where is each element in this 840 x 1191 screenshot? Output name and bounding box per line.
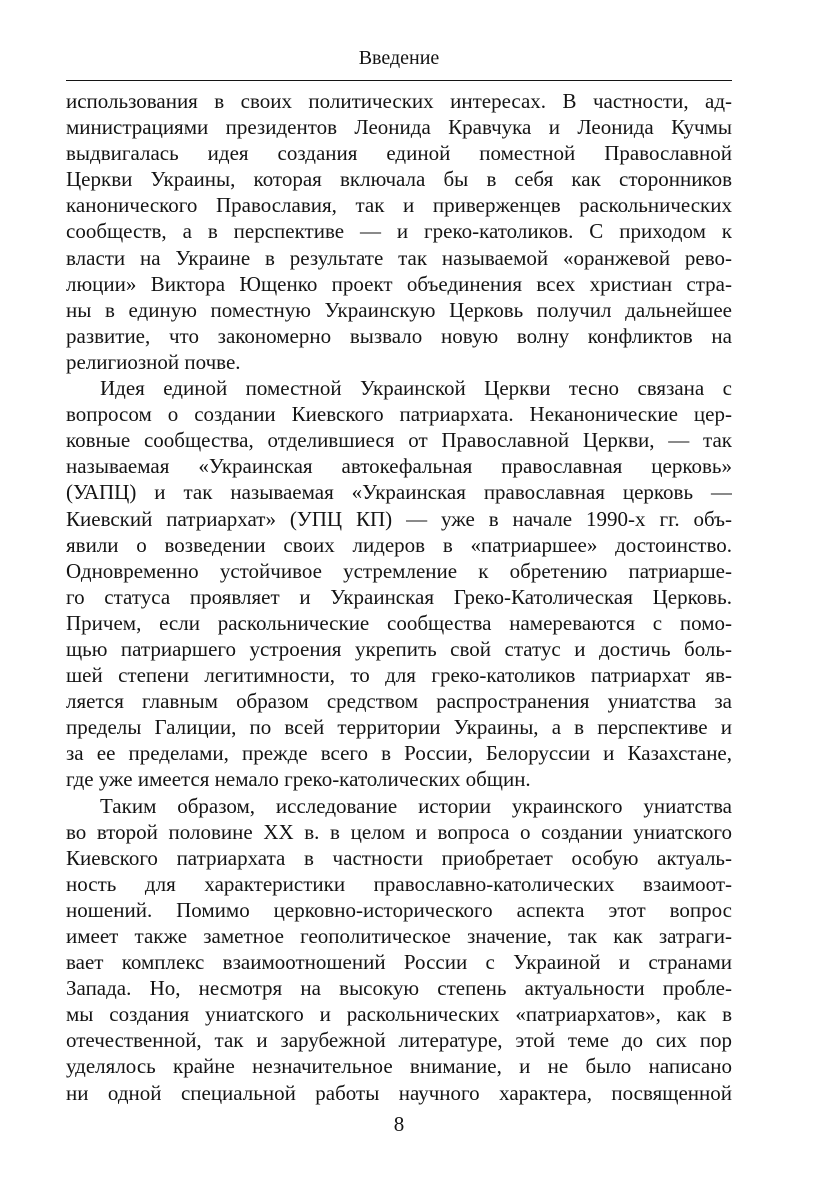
paragraph-1	[66, 88, 732, 375]
text-line: ни одной специальной работы научного характера, посвященной	[66, 1080, 732, 1105]
text-line: выдвигалась идея создания единой поместной Православной	[66, 141, 732, 166]
text-line: ляется главным образом средством распространения униатства за	[66, 689, 732, 714]
paragraph-3	[66, 793, 732, 1106]
text-line: пределы Галиции, по всей территории Украины, а в перспективе и	[66, 715, 732, 740]
text-line: Церкви Украины, которая включала бы в себя как сторонников	[66, 167, 732, 192]
text-line: мы создания униатского и раскольнических «патриархатов», как в	[66, 1002, 732, 1027]
text-line: за ее пределами, прежде всего в России, Белоруссии и Казахстане,	[66, 741, 732, 766]
text-line: ковные сообщества, отделившиеся от Православной Церкви, — так	[66, 428, 732, 453]
text-line: имеет также заметное геополитическое значение, так как затраги-	[66, 924, 732, 948]
text-line: религиозной почве.	[66, 349, 241, 374]
body-text	[66, 88, 732, 1106]
paragraph-2	[66, 375, 732, 793]
text-line: щью патриаршего устроения укрепить свой статус и достичь боль-	[66, 636, 732, 661]
text-line: люции» Виктора Ющенко проект объединения всех христиан стра-	[66, 271, 732, 296]
text-line: Запада. Но, несмотря на высокую степень актуальности пробле-	[66, 976, 732, 1001]
text-line: ношений. Помимо церковно-исторического аспекта этот вопрос	[66, 897, 732, 922]
text-line: (УАПЦ) и так называемая «Украинская православная церковь —	[66, 480, 732, 505]
text-line: Одновременно устойчивое устремление к обретению патриарше-	[66, 558, 732, 583]
text-line: сообществ, а в перспективе — и греко-католиков. С приходом к	[66, 219, 732, 244]
text-line: шей степени легитимности, то для греко-католиков патриархат яв-	[66, 663, 732, 688]
text-line: Киевского патриархата в частности приобретает особую актуаль-	[66, 845, 732, 870]
text-line: во второй половине XX в. в целом и вопроса о создании униатского	[66, 819, 732, 844]
text-line: вает комплекс взаимоотношений России с Украиной и странами	[66, 950, 732, 975]
text-line: уделялось крайне незначительное внимание, и не было написано	[66, 1054, 732, 1079]
text-line: канонического Православия, так и приверженцев раскольнических	[66, 193, 732, 218]
text-line: Таким образом, исследование истории украинского униатства	[100, 793, 732, 818]
text-line: вопросом о создании Киевского патриархата. Неканонические цер-	[66, 402, 732, 427]
text-line: называемая «Украинская автокефальная православная церковь»	[66, 454, 732, 479]
text-line: го статуса проявляет и Украинская Греко-Католическая Церковь.	[66, 584, 732, 609]
text-line: ны в единую поместную Украинскую Церковь получил дальнейшее	[66, 297, 732, 322]
text-line: где уже имеется немало греко-католических общин.	[66, 767, 531, 792]
text-line: министрациями президентов Леонида Кравчука и Леонида Кучмы	[66, 115, 732, 140]
text-line: власти на Украине в результате так называемой «оранжевой рево-	[66, 245, 732, 270]
text-line: ность для характеристики православно-католических взаимоот-	[66, 871, 732, 896]
text-line: Киевский патриархат» (УПЦ КП) — уже в начале 1990-х гг. объ-	[66, 506, 732, 531]
text-line: Идея единой поместной Украинской Церкви тесно связана с	[100, 376, 732, 401]
running-header: Введение	[358, 47, 440, 69]
text-line: Причем, если раскольнические сообщества намереваются с помо-	[66, 610, 732, 635]
text-line: явили о возведении своих лидеров в «патриаршее» достоинство.	[66, 532, 732, 557]
text-line: развитие, что закономерно вызвало новую волну конфликтов на	[66, 323, 732, 348]
text-line: использования в своих политических интересах. В частности, ад-	[66, 89, 732, 113]
page-number: 8	[393, 1112, 405, 1136]
header-rule	[66, 80, 732, 81]
text-line: отечественной, так и зарубежной литературе, этой теме до сих пор	[66, 1028, 732, 1053]
